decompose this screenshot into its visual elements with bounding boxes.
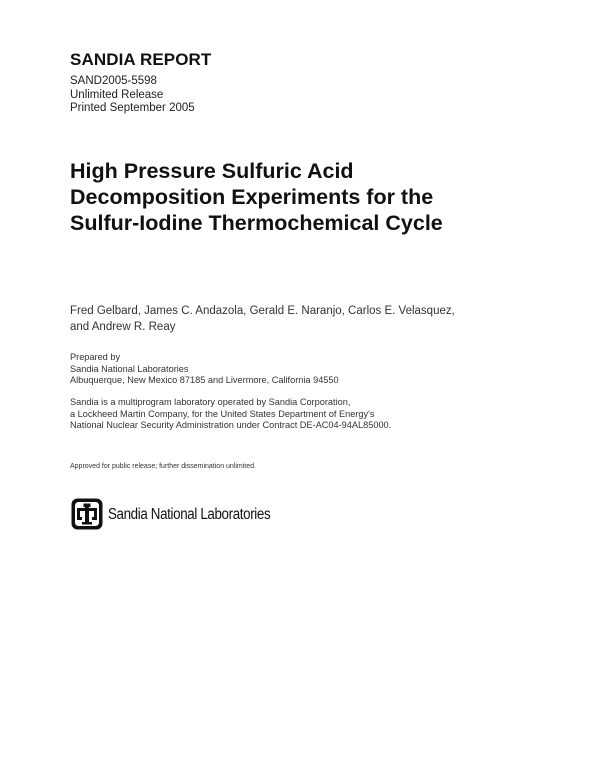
prepared-line: Albuquerque, New Mexico 87185 and Livermore, California 94550 [70, 375, 339, 386]
report-label: SANDIA REPORT [70, 50, 212, 69]
prepared-line: Prepared by [70, 352, 121, 362]
report-title [70, 158, 540, 236]
sandia-thunderbird-icon [70, 497, 104, 531]
sandia-logo-graphic [70, 497, 104, 531]
title-line: Sulfur-Iodine Thermochemical Cycle [70, 211, 443, 235]
title-line: Decomposition Experiments for the [70, 185, 434, 209]
approval-statement: Approved for public release; further dissemination unlimited. [70, 463, 256, 470]
prepared-by-block [70, 352, 550, 387]
release-status: Unlimited Release [70, 89, 164, 101]
authors-line: Fred Gelbard, James C. Andazola, Gerald E. Naranjo, Carlos E. Velasquez, [70, 305, 455, 317]
title-line: High Pressure Sulfuric Acid [70, 159, 354, 183]
authors-line: and Andrew R. Reay [70, 321, 176, 333]
authors-block [70, 303, 550, 335]
sandia-description-block [70, 397, 550, 432]
description-line: a Lockheed Martin Company, for the United States Department of Energy's [70, 408, 375, 419]
sandia-logo-text: Sandia National Laboratories [108, 506, 271, 523]
print-date: Printed September 2005 [70, 102, 195, 114]
description-line: National Nuclear Security Administration under Contract DE-AC04-94AL85000. [70, 420, 392, 431]
report-number: SAND2005-5598 [70, 75, 157, 87]
description-line: Sandia is a multiprogram laboratory operated by Sandia Corporation, [70, 397, 351, 407]
prepared-line: Sandia National Laboratories [70, 363, 189, 374]
